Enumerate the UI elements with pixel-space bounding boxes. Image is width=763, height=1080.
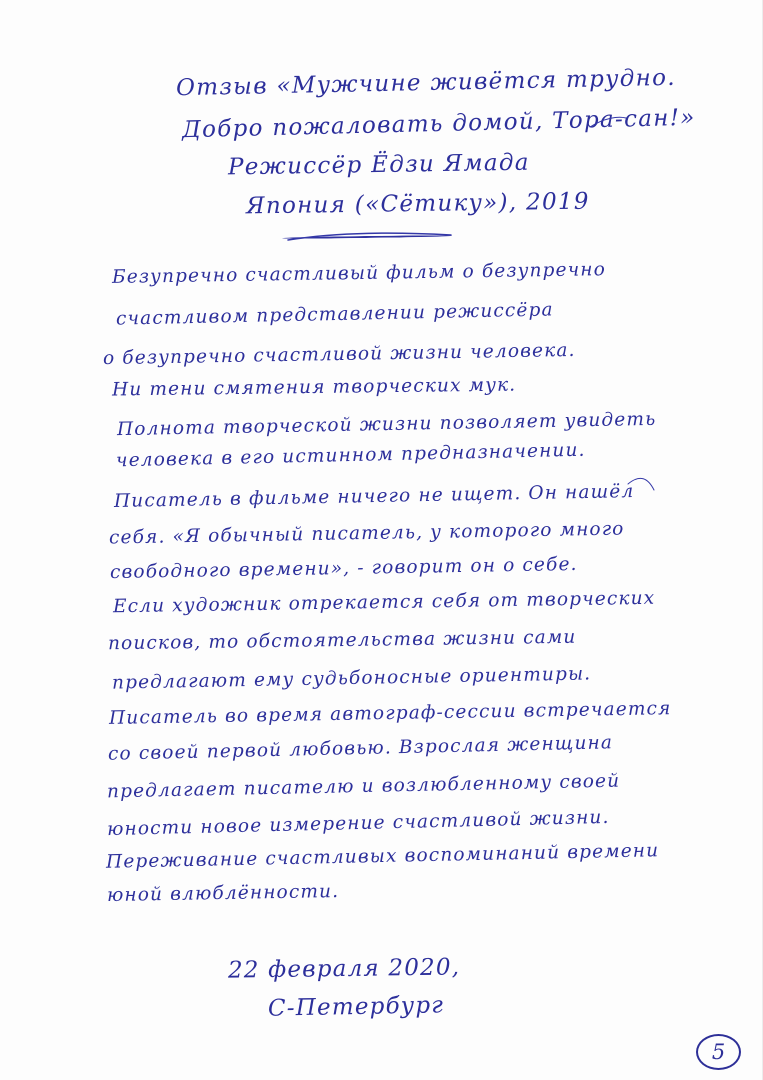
- review-line-9: свободного времени», - говорит он о себе.: [109, 553, 578, 584]
- review-line-3: о безупречно счастливой жизни человека.: [102, 339, 576, 370]
- review-title-line-2: Добро пожаловать домой, Тора-сан!»: [181, 104, 696, 144]
- review-line-4: Ни тени смятения творческих мук.: [111, 374, 517, 401]
- review-line-6: человека в его истинном предназначении.: [115, 439, 586, 472]
- circled-page-number: [696, 1034, 741, 1070]
- review-line-15: предлагает писателю и возлюбленному своей: [106, 770, 621, 803]
- review-line-2: счастливом представлении режиссёра: [115, 299, 554, 330]
- review-line-10: Если художник отрекается себя от творческих: [112, 587, 656, 618]
- review-line-17: Переживание счастливых воспоминаний времени: [105, 840, 660, 873]
- date-line: 22 февраля 2020,: [227, 954, 461, 984]
- review-line-8: себя. «Я обычный писатель, у которого много: [108, 518, 625, 549]
- review-line-12: предлагают ему судьбоносные ориентиры.: [111, 663, 592, 694]
- review-line-16: юности новое измерение счастливой жизни.: [106, 806, 610, 841]
- country-studio-year-line: Япония («Сётику»), 2019: [245, 188, 590, 220]
- review-line-13: Писатель во время автограф-сессии встречается: [108, 698, 672, 729]
- review-line-14: со своей первой любовью. Взрослая женщина: [107, 732, 614, 765]
- page-number-text: 5: [711, 1040, 726, 1064]
- review-line-1: Безупречно счастливый фильм о безупречно: [111, 259, 607, 288]
- title-divider: [282, 235, 452, 239]
- review-line-11: поисков, то обстоятельства жизни сами: [107, 626, 577, 655]
- director-line: Режиссёр Ёдзи Ямада: [227, 149, 531, 181]
- place-line: С-Петербург: [267, 992, 445, 1022]
- review-line-18: юной влюблённости.: [106, 880, 340, 907]
- review-line-7: Писатель в фильме ничего не ищет. Он нашёл: [113, 481, 635, 512]
- review-line-5: Полнота творческой жизни позволяет увидеть: [116, 408, 657, 441]
- review-title-line-1: Отзыв «Мужчине живётся трудно.: [175, 64, 677, 102]
